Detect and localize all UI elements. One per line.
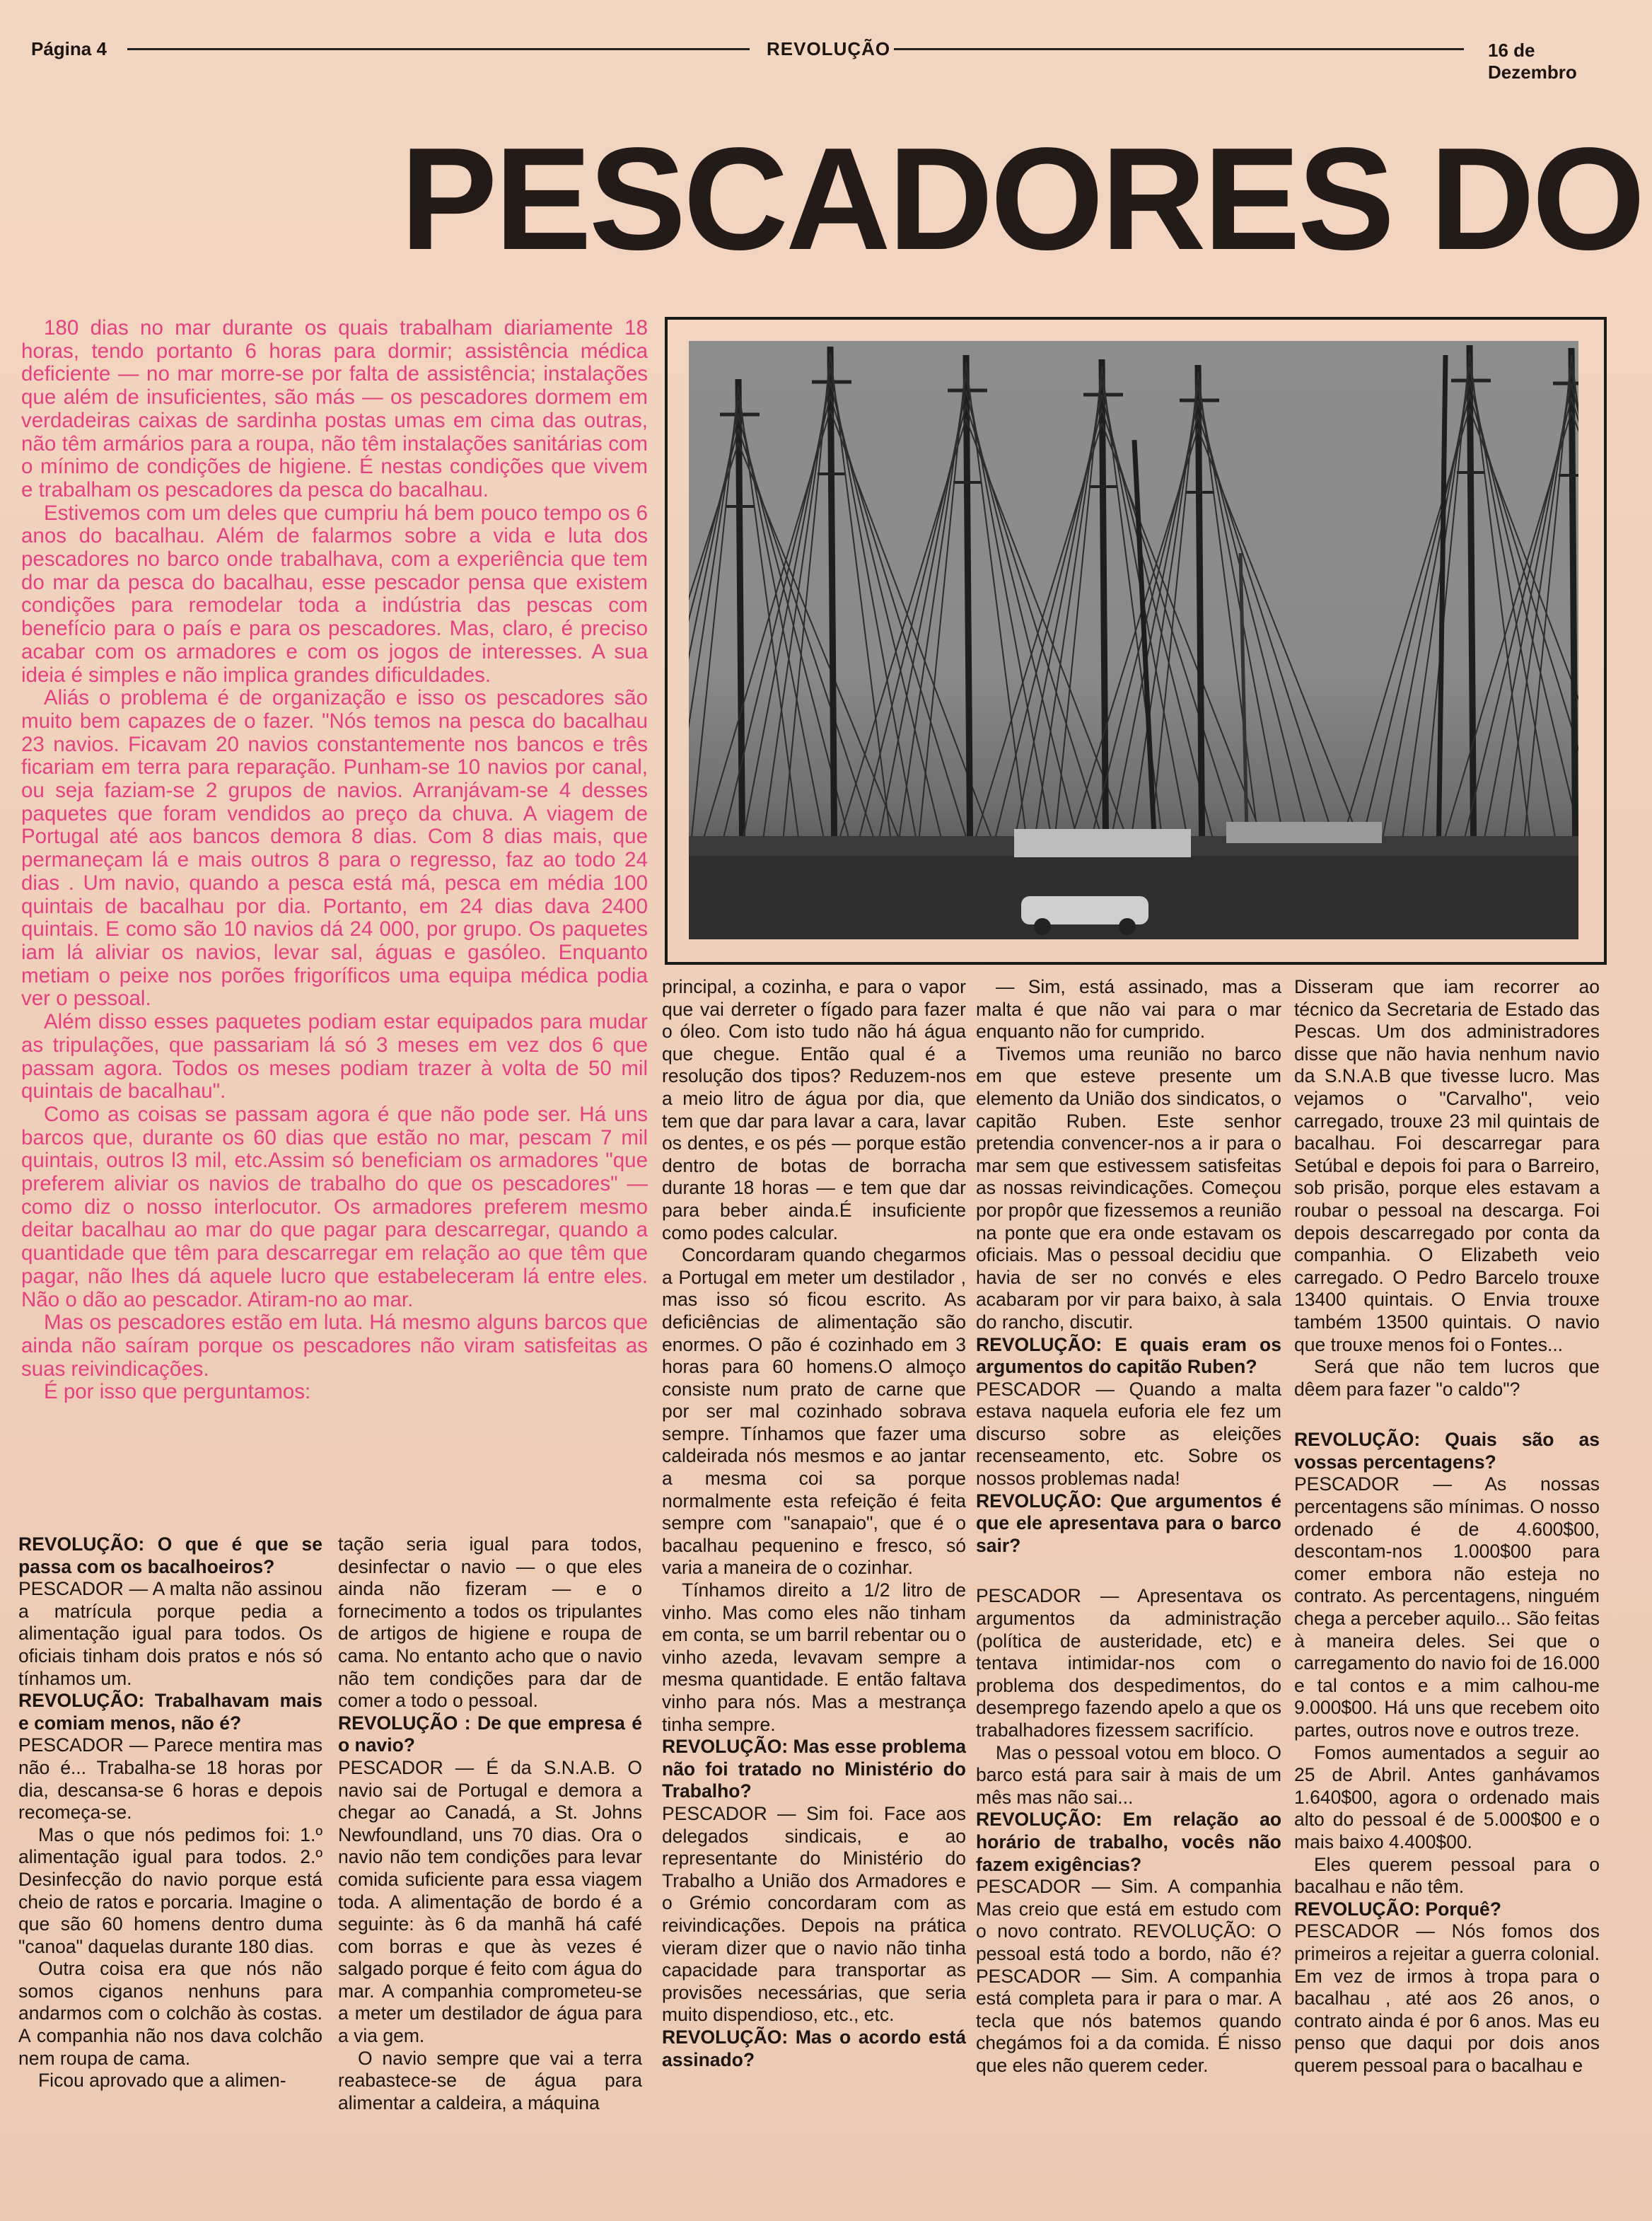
issue-date: 16 de Dezembro: [1488, 40, 1577, 83]
article-paragraph: Outra coisa era que nós não somos ciganos nenhuns para andarmos com o colchão às costas. A companhia não nos dava colchão nem roupa de cama.: [18, 1958, 322, 2069]
article-paragraph: Será que não tem lucros que dêem para fazer "o caldo"?: [1294, 1356, 1600, 1400]
publication-name: REVOLUÇÃO: [767, 38, 891, 59]
article-column-5: [1294, 976, 1600, 2077]
photo-frame: [665, 317, 1607, 965]
article-paragraph: Fomos aumentados a seguir ao 25 de Abril. Antes ganhávamos 1.640$00, agora o ordenado mais alto do pessoal é de 5.000$00 e o mais baixo 4.400$00.: [1294, 1741, 1600, 1852]
interview-question: REVOLUÇÃO: Mas o acordo está assinado?: [662, 2026, 966, 2070]
headline: PESCADORES DO: [400, 117, 1643, 280]
article-paragraph: Ficou aprovado que a alimen-: [38, 2070, 286, 2092]
article-paragraph: tação seria igual para todos, desinfectar o navio — o que eles ainda não fizeram — e o fornecimento a todos os tripulantes de artigos de higiene e roupa de cama. No entanto acho que o navio não tem condições para dar de comer a todo o pessoal.: [338, 1533, 642, 1712]
article-paragraph: Tínhamos direito a 1/2 litro de vinho. Mas como eles não tinham em conta, se um barril rebentar ou o vinho azeda, levavam sempre a mesma quantidade. E então faltava vinho para nós. Mas a mestrança tinha sempre.: [662, 1579, 966, 1735]
article-paragraph: Mas o que nós pedimos foi: 1.º alimentação igual para todos. 2.º Desinfecção do navio porque está cheio de ratos e porcaria. Imagine o que são 60 homens dentro duma "canoa" daquelas durante 180 dias.: [18, 1823, 322, 1957]
article-paragraph: PESCADOR — As nossas percentagens são mínimas. O nosso ordenado é de 4.600$00, descontam-nos 1.000$00 para comer embora não esteja no contrato. As percentagens, ninguém chega a perceber aquilo... São feitas à maneira deles. Sei que o carregamento do navio foi de 16.000 e tal contos e a mim calhou-me 9.000$00. Há uns que recebem oito partes, outros nove e outros treze.: [1294, 1473, 1600, 1741]
interview-question: REVOLUÇÃO: Trabalhavam mais e comiam menos, não é?: [18, 1690, 322, 1734]
intro-paragraph: É por isso que perguntamos:: [44, 1380, 311, 1404]
article-column-1: [18, 1533, 322, 2092]
article-paragraph: Disseram que iam recorrer ao técnico da Secretaria de Estado das Pescas. Um dos administradores disse que não havia nenhum navio da S.N.A.B que tivesse lucro. Mas vejamos o "Carvalho", veio carregado, trouxe 23 mil quintais de bacalhau. Foi descarregar para Setúbal e depois foi para o Barreiro, sob prisão, porque eles estavam a roubar o pessoal na descarga. Foi depois descarregado por conta da companhia. O Elizabeth veio carregado. O Pedro Barcelo trouxe 13400 quintais. O Envia trouxe também 13500 quintais. O navio que trouxe menos foi o Fontes...: [1294, 976, 1600, 1355]
paragraph-gap: [976, 1557, 1281, 1585]
intro-paragraph: Mas os pescadores estão em luta. Há mesmo alguns barcos que ainda não saíram porque os pescadores não viram satisfeitas as suas reivindicações.: [21, 1311, 648, 1381]
article-paragraph: PESCADOR — É da S.N.A.B. O navio sai de Portugal e demora a chegar ao Canadá, a St. Johns Newfoundland, uns 70 dias. Ora o navio não tem condições para levar comida suficiente para essa viagem toda. A alimentação de bordo é a seguinte: às 6 da manhã há café com borras e que às vezes é salgado porque é feito com água do mar. A companhia comprometeu-se a meter um destilador de água para a via gem.: [338, 1756, 642, 2047]
article-paragraph: PESCADOR — Nós fomos dos primeiros a rejeitar a guerra colonial. Em vez de irmos à tropa para o bacalhau , até aos 26 anos, o contrato ainda é por 6 anos. Mas eu penso que daqui por dois anos querem pessoal para o bacalhau e: [1294, 1920, 1600, 2076]
interview-question: REVOLUÇÃO: E quais eram os argumentos do capitão Ruben?: [976, 1333, 1281, 1378]
article-paragraph: — Sim, está assinado, mas a malta é que não vai para o mar enquanto não for cumprido.: [976, 976, 1281, 1043]
header-rule-left: [127, 48, 750, 50]
header-rule-right: [894, 48, 1464, 50]
article-paragraph: PESCADOR — Sim. A companhia Mas creio que está em estudo com o novo contrato. REVOLUÇÃO: O pessoal está todo a bordo, não é? PESCADOR — Sim. A companhia está completa para ir para o mar. A tecla que nós batemos quando chegámos foi a da comida. É nisso que eles não querem ceder.: [976, 1876, 1281, 2076]
interview-question: REVOLUÇÃO: Que argumentos é que ele apresentava para o barco sair?: [976, 1490, 1281, 1556]
interview-question: REVOLUÇÃO : De que empresa é o navio?: [338, 1712, 642, 1756]
intro-text: [21, 317, 648, 1404]
article-paragraph: Tivemos uma reunião no barco em que esteve presente um elemento da União dos sindicatos, o capitão Ruben. Este senhor pretendia convencer-nos a ir para o mar sem que estivessem satisfeitas as nossas reivindicações. Começou por propôr que fizessemos a reunião na ponte que era onde estavam os oficiais. Mas o pessoal decidiu que havia de ser no convés e eles acabaram por vir para baixo, à sala do rancho, discutir.: [976, 1043, 1281, 1333]
page-number: Página 4: [31, 38, 107, 59]
article-paragraph: PESCADOR — Sim foi. Face aos delegados sindicais, e ao representante do Ministério do Trabalho a União dos Armadores e o Grémio concordaram com as reivindicações. Depois na prática vieram dizer que o navio não tinha capacidade para transportar as provisões necessárias, que seria muito dispendioso, etc., etc.: [662, 1802, 966, 2026]
article-paragraph: PESCADOR — Quando a malta estava naquela euforia ele fez um discurso sobre as eleições recenseamento, etc. Sobre os nossos problemas nada!: [976, 1378, 1281, 1490]
article-paragraph: PESCADOR — Parece mentira mas não é... Trabalha-se 18 horas por dia, descansa-se 6 horas e depois recomeça-se.: [18, 1734, 322, 1823]
paragraph-gap: [1294, 1401, 1600, 1429]
page-header: [31, 34, 1605, 83]
interview-question: REVOLUÇÃO: Em relação ao horário de trabalho, vocês não fazem exigências?: [976, 1809, 1281, 1875]
intro-paragraph: Além disso esses paquetes podiam estar equipados para mudar as tripulações, que passariam lá só 3 meses em vez dos 6 que passam agora. Todos os meses podiam trazer à volta de 50 mil quintais de bacalhau".: [21, 1010, 648, 1103]
article-paragraph: principal, a cozinha, e para o vapor que vai derreter o fígado para fazer o óleo. Com isto tudo não há água que chegue. Então qual é a resolução dos tipos? Reduzem-nos a meio litro de água por dia, que tem que dar para lavar a cara, lavar os dentes, e os pés — porque estão dentro de botas de borracha durante 18 horas — e tem que dar para beber ainda.É insuficiente como podes calcular.: [662, 976, 966, 1243]
article-paragraph: O navio sempre que vai a terra reabastece-se de água para alimentar a caldeira, a máquina: [338, 2047, 642, 2113]
intro-paragraph: Como as coisas se passam agora é que não pode ser. Há uns barcos que, durante os 60 dias que estão no mar, pescam 7 mil quintais, outros l3 mil, etc.Assim só beneficiam os armadores "que preferem aliviar os navios de trabalho do que os pescadores" — como diz o nosso interlocutor. Os armadores preferem mesmo deitar bacalhau ao mar do que pagar para descarregar, quando a quantidade que têm para descarregar em relação ao que têm que pagar, não lhes dá aquele lucro que estabeleceram lá entre eles. Não o dão ao pescador. Atiram-no ao mar.: [21, 1102, 648, 1311]
article-paragraph: Mas o pessoal votou em bloco. O barco está para sair à mais de um mês mas não sai...: [976, 1741, 1281, 1808]
interview-question: REVOLUÇÃO: Quais são as vossas percentagens?: [1294, 1429, 1600, 1473]
intro-paragraph: 180 dias no mar durante os quais trabalham diariamente 18 horas, tendo portanto 6 horas para dormir; assistência médica deficiente — no mar morre-se por falta de assistência; instalações que além de insuficientes, são más — os pescadores dormem em verdadeiras caixas de sardinha postas umas em cima das outras, não têm armários para a roupa, não têm instalações sanitárias com o mínimo de condições de higiene. É nestas condições que vivem e trabalham os pescadores da pesca do bacalhau.: [21, 316, 648, 501]
article-column-3: [662, 976, 966, 2071]
article-paragraph: Eles querem pessoal para o bacalhau e não têm.: [1294, 1853, 1600, 1898]
interview-question: REVOLUÇÃO: O que é que se passa com os bacalhoeiros?: [18, 1533, 322, 1577]
article-paragraph: Concordaram quando chegarmos a Portugal em meter um destilador , mas isso só ficou escrito. As deficiências de alimentação são enormes. O pão é cozinhado em 3 horas para 60 homens.O almoço consiste num prato de carne que por ser mal cozinhado sobrava sempre. Tínhamos que fazer uma caldeirada nós mesmos e ao jantar a mesma coi sa porque normalmente esta refeição é feita sempre com "sanapaio", que é o bacalhau pequenino e fresco, só varia a maneira de o cozinhar.: [662, 1244, 966, 1579]
intro-paragraph: Estivemos com um deles que cumpriu há bem pouco tempo os 6 anos do bacalhau. Além de falarmos sobre a vida e luta dos pescadores no barco onde trabalhava, com a experiência que tem do mar da pesca do bacalhau, esse pescador pensa que existem condições para remodelar toda a indústria das pescas com benefício para o país e para os pescadores. Mas, claro, é preciso acabar com os armadores e com os jogos de interesses. A sua ideia é simples e não implica grandes dificuldades.: [21, 501, 648, 687]
intro-paragraph: Aliás o problema é de organização e isso os pescadores são muito bem capazes de o fazer. "Nós temos na pesca do bacalhau 23 navios. Ficavam 20 navios constantemente nos bancos e três ficariam em terra para reparação. Punham-se 10 navios por canal, ou seja faziam-se 2 grupos de navios. Arranjávam-se 4 desses paquetes que foram vendidos ao preço da chuva. A viagem de Portugal até aos bancos demora 8 dias. Com 8 dias mais, que permaneçam lá e mais outros 8 para o regresso, faz ao todo 24 dias . Um navio, quando a pesca está má, pesca em média 100 quintais de bacalhau por dia. Portanto, em 24 dias dava 2400 quintais. E como são 10 navios dá 24 000, por grupo. Os paquetes iam lá aliviar os navios, levar sal, águas e gasóleo. Enquanto metiam o peixe nos porões frigoríficos uma equipa médica podia ver o pessoal.: [21, 686, 648, 1011]
article-column-2: [338, 1533, 642, 2114]
article-column-4: [976, 976, 1281, 2077]
interview-question: REVOLUÇÃO: Mas esse problema não foi tratado no Ministério do Trabalho?: [662, 1736, 967, 1802]
sailing-ships-masts-icon: [689, 341, 1578, 939]
article-paragraph: PESCADOR — A malta não assinou a matrícula porque pedia a alimentação igual para todos. Os oficiais tinham dois pratos e nós só tínhamos um.: [18, 1578, 322, 1689]
article-paragraph: PESCADOR — Apresentava os argumentos da administração (política de austeridade, etc) e tentava intimidar-nos com o problema dos despedimentos, do desemprego fazendo apelo a que os trabalhadores fizessem sacrifício.: [976, 1585, 1281, 1741]
interview-question: REVOLUÇÃO: Porquê?: [1294, 1898, 1501, 1920]
